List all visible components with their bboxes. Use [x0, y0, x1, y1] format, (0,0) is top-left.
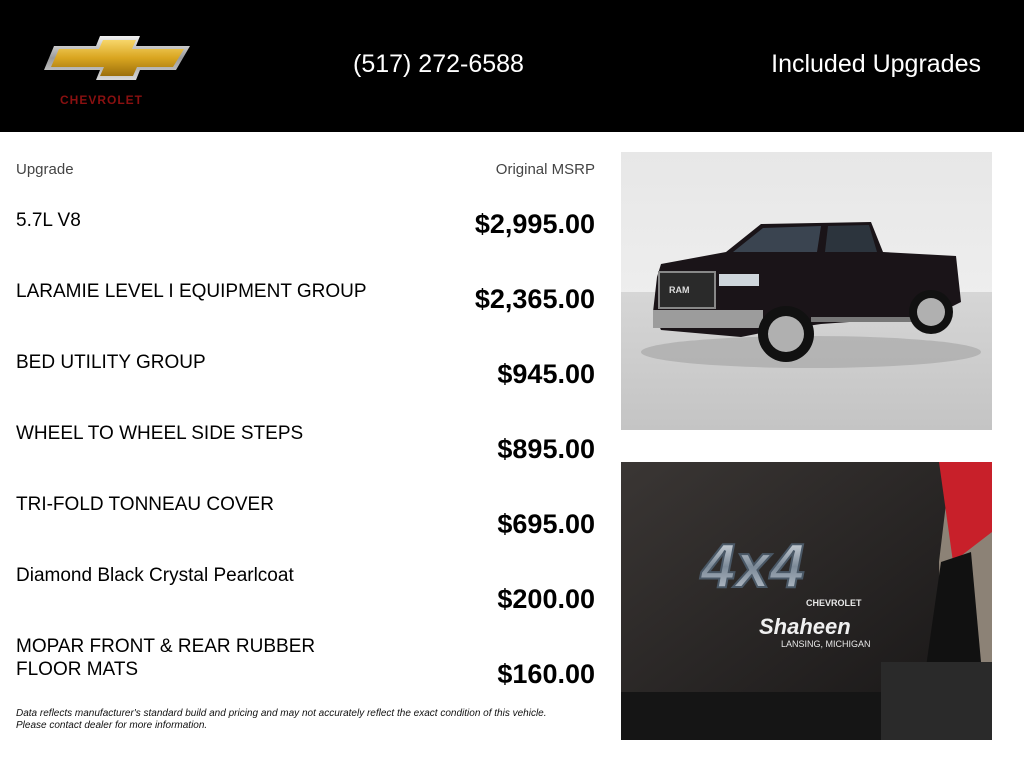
decal-brand: CHEVROLET	[806, 598, 862, 608]
disclaimer-line: Data reflects manufacturer's standard build and pricing and may not accurately reflect the exact condition of this vehicle.	[16, 708, 547, 719]
table-row	[16, 564, 595, 634]
column-header-msrp: Original MSRP	[495, 161, 595, 178]
upgrade-name: WHEEL TO WHEEL SIDE STEPS	[16, 423, 304, 444]
table-row	[16, 635, 595, 705]
header-bar	[0, 0, 1024, 132]
upgrade-price: $945.00	[497, 359, 595, 389]
upgrade-price: $2,995.00	[474, 209, 595, 239]
table-row	[16, 209, 595, 279]
upgrade-price: $160.00	[497, 659, 595, 689]
upgrade-name: Diamond Black Crystal Pearlcoat	[16, 565, 294, 586]
upgrade-name: TRI-FOLD TONNEAU COVER	[16, 494, 274, 515]
upgrade-price: $695.00	[497, 509, 595, 539]
table-row	[16, 422, 595, 492]
upgrade-price: $2,365.00	[474, 284, 595, 314]
upgrade-name: 5.7L V8	[16, 210, 81, 231]
upgrade-name: BED UTILITY GROUP	[16, 352, 206, 373]
table-row	[16, 351, 595, 421]
decal-name: Shaheen	[759, 614, 851, 639]
dealer-phone[interactable]: (517) 272-6588	[353, 50, 524, 78]
brand-wordmark: CHEVROLET	[60, 93, 144, 107]
table-row	[16, 280, 595, 350]
upgrade-name: LARAMIE LEVEL I EQUIPMENT GROUP	[16, 281, 367, 302]
upgrade-price: $895.00	[497, 434, 595, 464]
upgrade-price: $200.00	[497, 584, 595, 614]
disclaimer-line: Please contact dealer for more information.	[16, 720, 208, 731]
disclaimer	[16, 708, 616, 732]
upgrade-name: MOPAR FRONT & REAR RUBBER FLOOR MATS	[16, 636, 316, 680]
svg-text:RAM: RAM	[669, 285, 690, 295]
tailgate-badge-photo	[621, 462, 992, 740]
decal-city: LANSING, MICHIGAN	[781, 639, 871, 649]
truck-photo	[621, 152, 992, 430]
column-header-upgrade: Upgrade	[16, 161, 74, 178]
table-row	[16, 493, 595, 563]
page-title: Included Upgrades	[771, 50, 981, 78]
badge-text: 4x4	[701, 532, 805, 601]
